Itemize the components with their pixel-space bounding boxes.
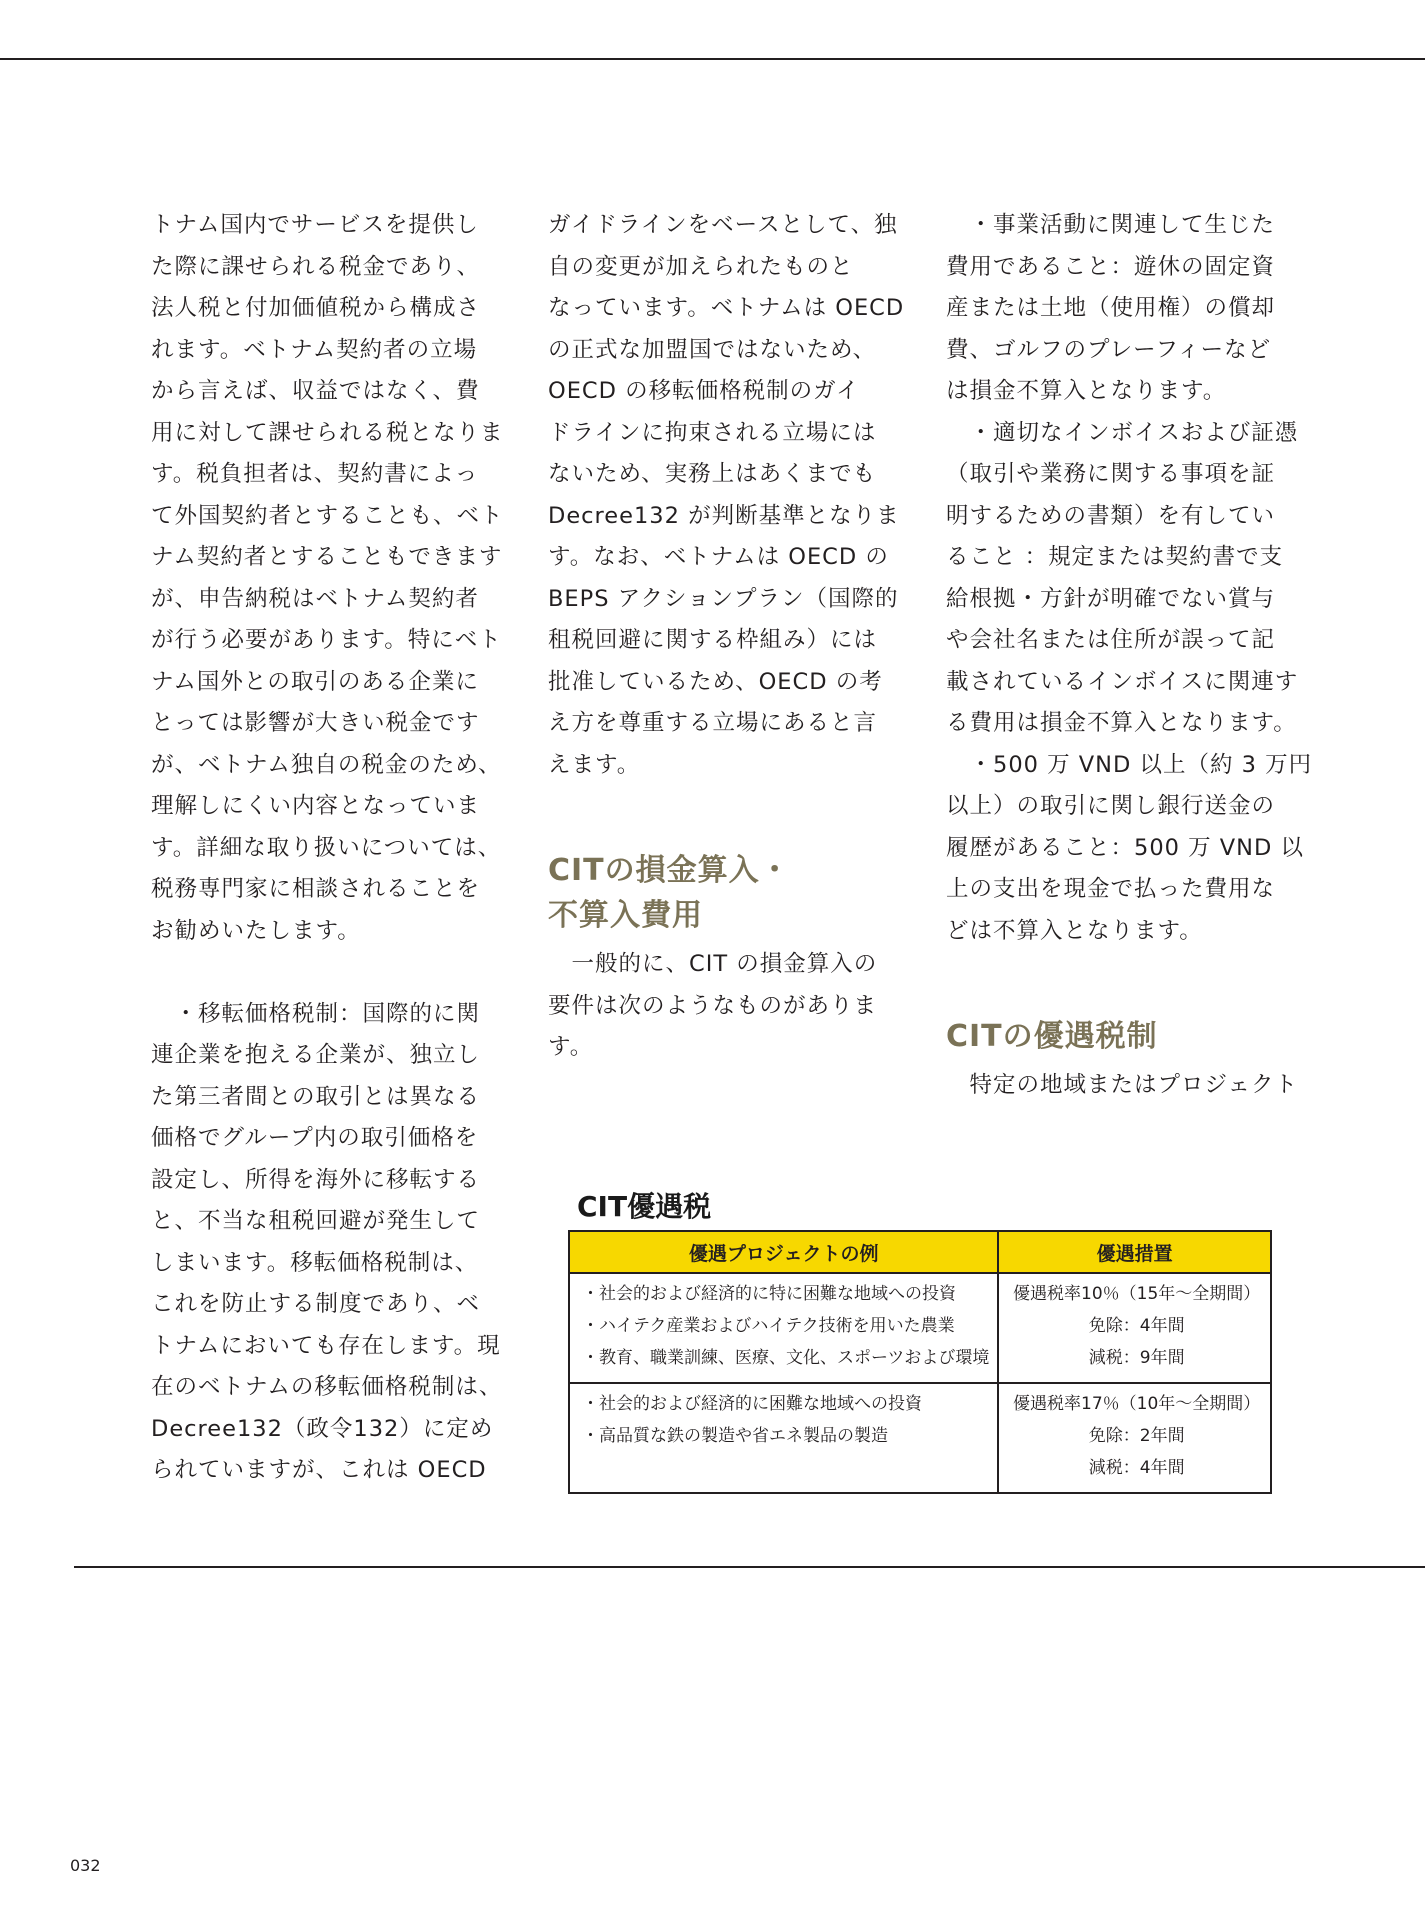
paragraph-line: とっては影響が大きい税金です [151,710,480,736]
cell-line: 免除：4年間 [1088,1316,1185,1336]
paragraph-line: 上の支出を現金で払った費用な [946,876,1276,902]
paragraph-line: 費用であること：遊休の固定資 [946,253,1276,280]
column-header: 優遇プロジェクトの例 [569,1231,998,1273]
paragraph-line: OECD の移転価格税制のガイ [548,378,860,404]
paragraph-line: トナム国内でサービスを提供し [151,212,479,238]
paragraph-line: や会社名または住所が誤って記 [946,627,1276,653]
paragraph-line: しまいます。移転価格税制は、 [151,1249,479,1276]
section-spacer [946,952,1291,1014]
paragraph-line: 費、ゴルフのプレーフィーなど [946,336,1272,363]
page-number: 032 [70,1856,101,1875]
bottom-rule [74,1566,1425,1568]
paragraph-line: 自の変更が加えられたものと [548,253,854,280]
paragraph-line: が、ベトナム独自の税金のため、 [151,751,502,778]
paragraph-line: られていますが、これは OECD [151,1457,487,1483]
cell-line: ・ハイテク産業およびハイテク技術を用いた農業 [582,1316,955,1336]
paragraph-spacer [151,952,496,994]
cell-line: ・教育、職業訓練、医療、文化、スポーツおよび環境 [582,1348,990,1368]
paragraph-line: が、申告納税はベトナム契約者 [151,585,479,612]
paragraph-line: 以上）の取引に関し銀行送金の [946,793,1276,819]
table-header-row [569,1231,1271,1273]
paragraph-line: 特定の地域またはプロジェクト [946,1072,1299,1098]
cell-line: 減税：9年間 [1088,1348,1185,1368]
table-row [569,1273,1271,1383]
paragraph-line: 在のベトナムの移転価格税制は、 [151,1374,503,1400]
paragraph-line: す。詳細な取り扱いについては、 [151,834,502,861]
paragraph-line: 税務専門家に相談されることを [151,876,481,902]
text-column-2 [548,205,905,1069]
cell-line: 優遇税率17％（10年～全期間） [1013,1394,1261,1414]
paragraph-line: 給根拠・方針が明確でない賞与 [946,585,1276,612]
paragraph-line: 一般的に、CIT の損金算入の [548,951,878,977]
paragraph-line: 用に対して課せられる税となりま [151,419,504,446]
paragraph-line: れます。ベトナム契約者の立場 [151,336,478,363]
paragraph-line: が行う必要があります。特にベト [151,627,502,653]
paragraph-line: 産または土地（使用権）の償却 [946,295,1276,321]
cell-line: ・高品質な鉄の製造や省エネ製品の製造 [582,1426,888,1446]
table-cell-projects [569,1273,998,1383]
paragraph-line: トナムにおいても存在します。現 [151,1332,501,1359]
cell-line: ・社会的および経済的に特に困難な地域への投資 [582,1284,956,1304]
paragraph-line: す。税負担者は、契約書によっ [151,461,479,487]
paragraph-line: 載されているインボイスに関連す [946,668,1299,695]
cell-line: 免除：2年間 [1088,1426,1185,1446]
paragraph-line: Decree132（政令132）に定め [151,1415,494,1442]
paragraph-line: ・移転価格税制：国際的に関 [151,1000,481,1027]
paragraph-line: ガイドラインをベースとして、独 [548,212,898,238]
paragraph-line: す。なお、ベトナムは OECD の [548,544,889,570]
paragraph-line: ること ：規定または契約書で支 [946,544,1284,570]
paragraph-line: 批准しているため、OECD の考 [548,668,883,695]
paragraph-line: これを防止する制度であり、ベ [151,1291,481,1317]
table-cell-measures [998,1383,1271,1493]
paragraph-line: 理解しにくい内容となっていま [151,793,481,819]
section-spacer [548,786,893,848]
paragraph-line: る費用は損金不算入となります。 [946,710,1297,736]
paragraph-line: お勧めいたします。 [151,917,361,944]
table-cell-projects [569,1383,998,1493]
table-row [569,1383,1271,1493]
table-cell-measures [998,1273,1271,1383]
paragraph-line: ・適切なインボイスおよび証憑 [946,419,1299,446]
paragraph-line: 租税回避に関する枠組み）には [548,627,878,653]
paragraph-line: 要件は次のようなものがありま [548,992,878,1019]
table-title: CIT優遇税 [577,1190,712,1223]
paragraph-line: ナム国外との取引のある企業に [151,668,479,695]
paragraph-line: 明するための書類）を有してい [946,502,1276,529]
paragraph-line: す。 [548,1034,594,1060]
paragraph-line: なっています。ベトナムは OECD [548,295,905,321]
paragraph-line: 法人税と付加価値税から構成さ [151,295,481,321]
paragraph-line: ・事業活動に関連して生じた [946,212,1276,238]
text-column-3 [946,205,1313,1107]
paragraph-line: て外国契約者とすることも、ベト [151,502,504,529]
paragraph-line: 履歴があること：500 万 VND 以 [946,834,1304,861]
cell-line: 減税：4年間 [1088,1458,1185,1478]
cell-line: ・社会的および経済的に困難な地域への投資 [582,1394,922,1414]
paragraph-line: え方を尊重する立場にあると言 [548,710,878,736]
paragraph-line: ナム契約者とすることもできます [151,544,503,570]
paragraph-line: から言えば、収益ではなく、費 [151,378,480,404]
incentive-table [568,1230,1272,1494]
section-heading: CITの損金算入・ [548,853,791,888]
section-heading: 不算入費用 [548,898,703,933]
paragraph-line: ・500 万 VND 以上（約 3 万円 [946,751,1313,778]
paragraph-line: えます。 [548,751,641,778]
cell-line: 優遇税率10％（15年～全期間） [1013,1284,1261,1304]
paragraph-line: ドラインに拘束される立場には [548,419,877,446]
paragraph-line: 連企業を抱える企業が、独立し [151,1042,481,1068]
column-header: 優遇措置 [998,1231,1271,1273]
paragraph-line: 価格でグループ内の取引価格を [151,1125,479,1151]
paragraph-line: BEPS アクションプラン（国際的 [548,585,899,612]
paragraph-line: は損金不算入となります。 [946,378,1227,404]
top-rule [0,58,1425,60]
paragraph-line: （取引や業務に関する事項を証 [946,461,1276,487]
paragraph-line: どは不算入となります。 [946,917,1203,944]
text-column-1 [151,205,504,1492]
paragraph-line: と、不当な租税回避が発生して [151,1208,481,1234]
paragraph-line: ないため、実務上はあくまでも [548,461,877,487]
paragraph-line: た第三者間との取引とは異なる [151,1083,481,1110]
section-heading: CITの優遇税制 [946,1019,1158,1054]
paragraph-line: の正式な加盟国ではないため、 [548,336,877,363]
paragraph-line: 設定し、所得を海外に移転する [151,1166,481,1193]
paragraph-line: Decree132 が判断基準となりま [548,502,900,529]
paragraph-line: た際に課せられる税金であり、 [151,253,481,280]
